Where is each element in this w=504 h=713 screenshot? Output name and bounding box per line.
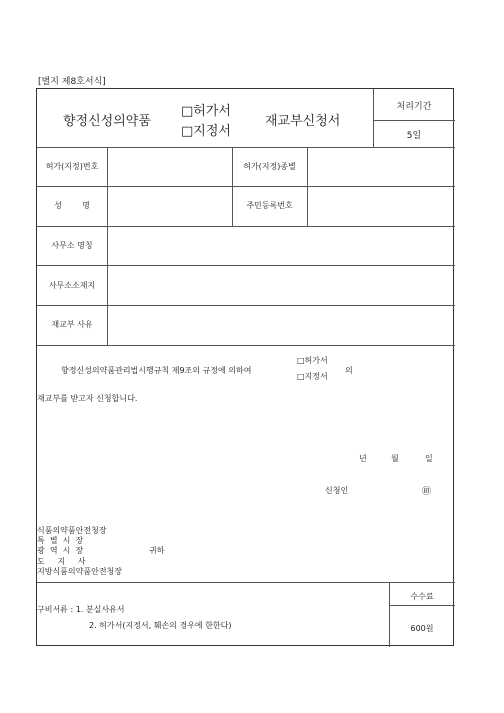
office-name-field[interactable] bbox=[108, 227, 454, 264]
required-documents: 구비서류 : 1. 분실사유서 bbox=[37, 605, 125, 614]
license-number-label: 허가(지정)번호 bbox=[45, 162, 99, 171]
designation-option[interactable]: □지정서 bbox=[181, 124, 231, 139]
license-type-label: 허가(지정)종별 bbox=[243, 162, 296, 171]
office-address-field[interactable] bbox=[108, 266, 454, 304]
form-label: [별지 제8호서식] bbox=[38, 77, 106, 87]
recipient-3: 광 역 시 장 bbox=[37, 546, 84, 555]
form-title-right: 재교부신청서 bbox=[265, 114, 341, 129]
name-field[interactable] bbox=[108, 187, 231, 225]
recipient-5: 지방식품의약품안전청장 bbox=[37, 567, 123, 576]
application-form bbox=[36, 88, 454, 646]
recipient-2: 특 별 시 장 bbox=[37, 536, 84, 545]
fee-label: 수수료 bbox=[410, 592, 434, 601]
certificate-option[interactable]: □허가서 bbox=[181, 104, 231, 119]
seal-mark: ㊞ bbox=[422, 487, 432, 497]
header-inner-line bbox=[373, 120, 455, 121]
recipient-suffix: 귀하 bbox=[149, 546, 165, 555]
reason-label: 재교부 사유 bbox=[51, 320, 93, 329]
fee-value: 600원 bbox=[410, 624, 434, 633]
recipient-4: 도 지 사 bbox=[37, 557, 86, 566]
statement-text-line2: 재교부를 받고자 신청합니다. bbox=[37, 394, 138, 403]
resident-number-field[interactable] bbox=[308, 187, 454, 225]
resident-number-label: 주민등록번호 bbox=[246, 201, 293, 210]
statement-designation-option[interactable]: □지정서 bbox=[297, 372, 328, 381]
date-year: 년 bbox=[359, 454, 367, 463]
processing-period-label: 처리기간 bbox=[396, 102, 432, 112]
recipient-1: 식품의약품안전청장 bbox=[37, 526, 107, 535]
office-address-label: 사무소소재지 bbox=[48, 281, 96, 290]
name-label: 성 명 bbox=[54, 201, 90, 210]
office-name-label: 사무소 명칭 bbox=[51, 241, 93, 250]
date-month: 월 bbox=[391, 454, 399, 463]
required-documents-item2: 2. 허가서(지정서, 훼손의 경우에 한한다) bbox=[89, 621, 232, 630]
reason-field[interactable] bbox=[108, 306, 454, 344]
processing-period-value: 5일 bbox=[406, 131, 422, 141]
form-title-left: 향정신성의약품 bbox=[63, 114, 151, 129]
statement-suffix: 의 bbox=[345, 366, 353, 375]
license-type-field[interactable] bbox=[308, 148, 454, 185]
license-number-field[interactable] bbox=[108, 148, 231, 185]
statement-text: 향정신성의약품관리법시행규칙 제9조의 규정에 의하여 bbox=[61, 366, 252, 375]
applicant-label: 신청인 bbox=[325, 486, 349, 495]
date-day: 일 bbox=[425, 454, 433, 463]
statement-certificate-option[interactable]: □허가서 bbox=[297, 356, 328, 365]
